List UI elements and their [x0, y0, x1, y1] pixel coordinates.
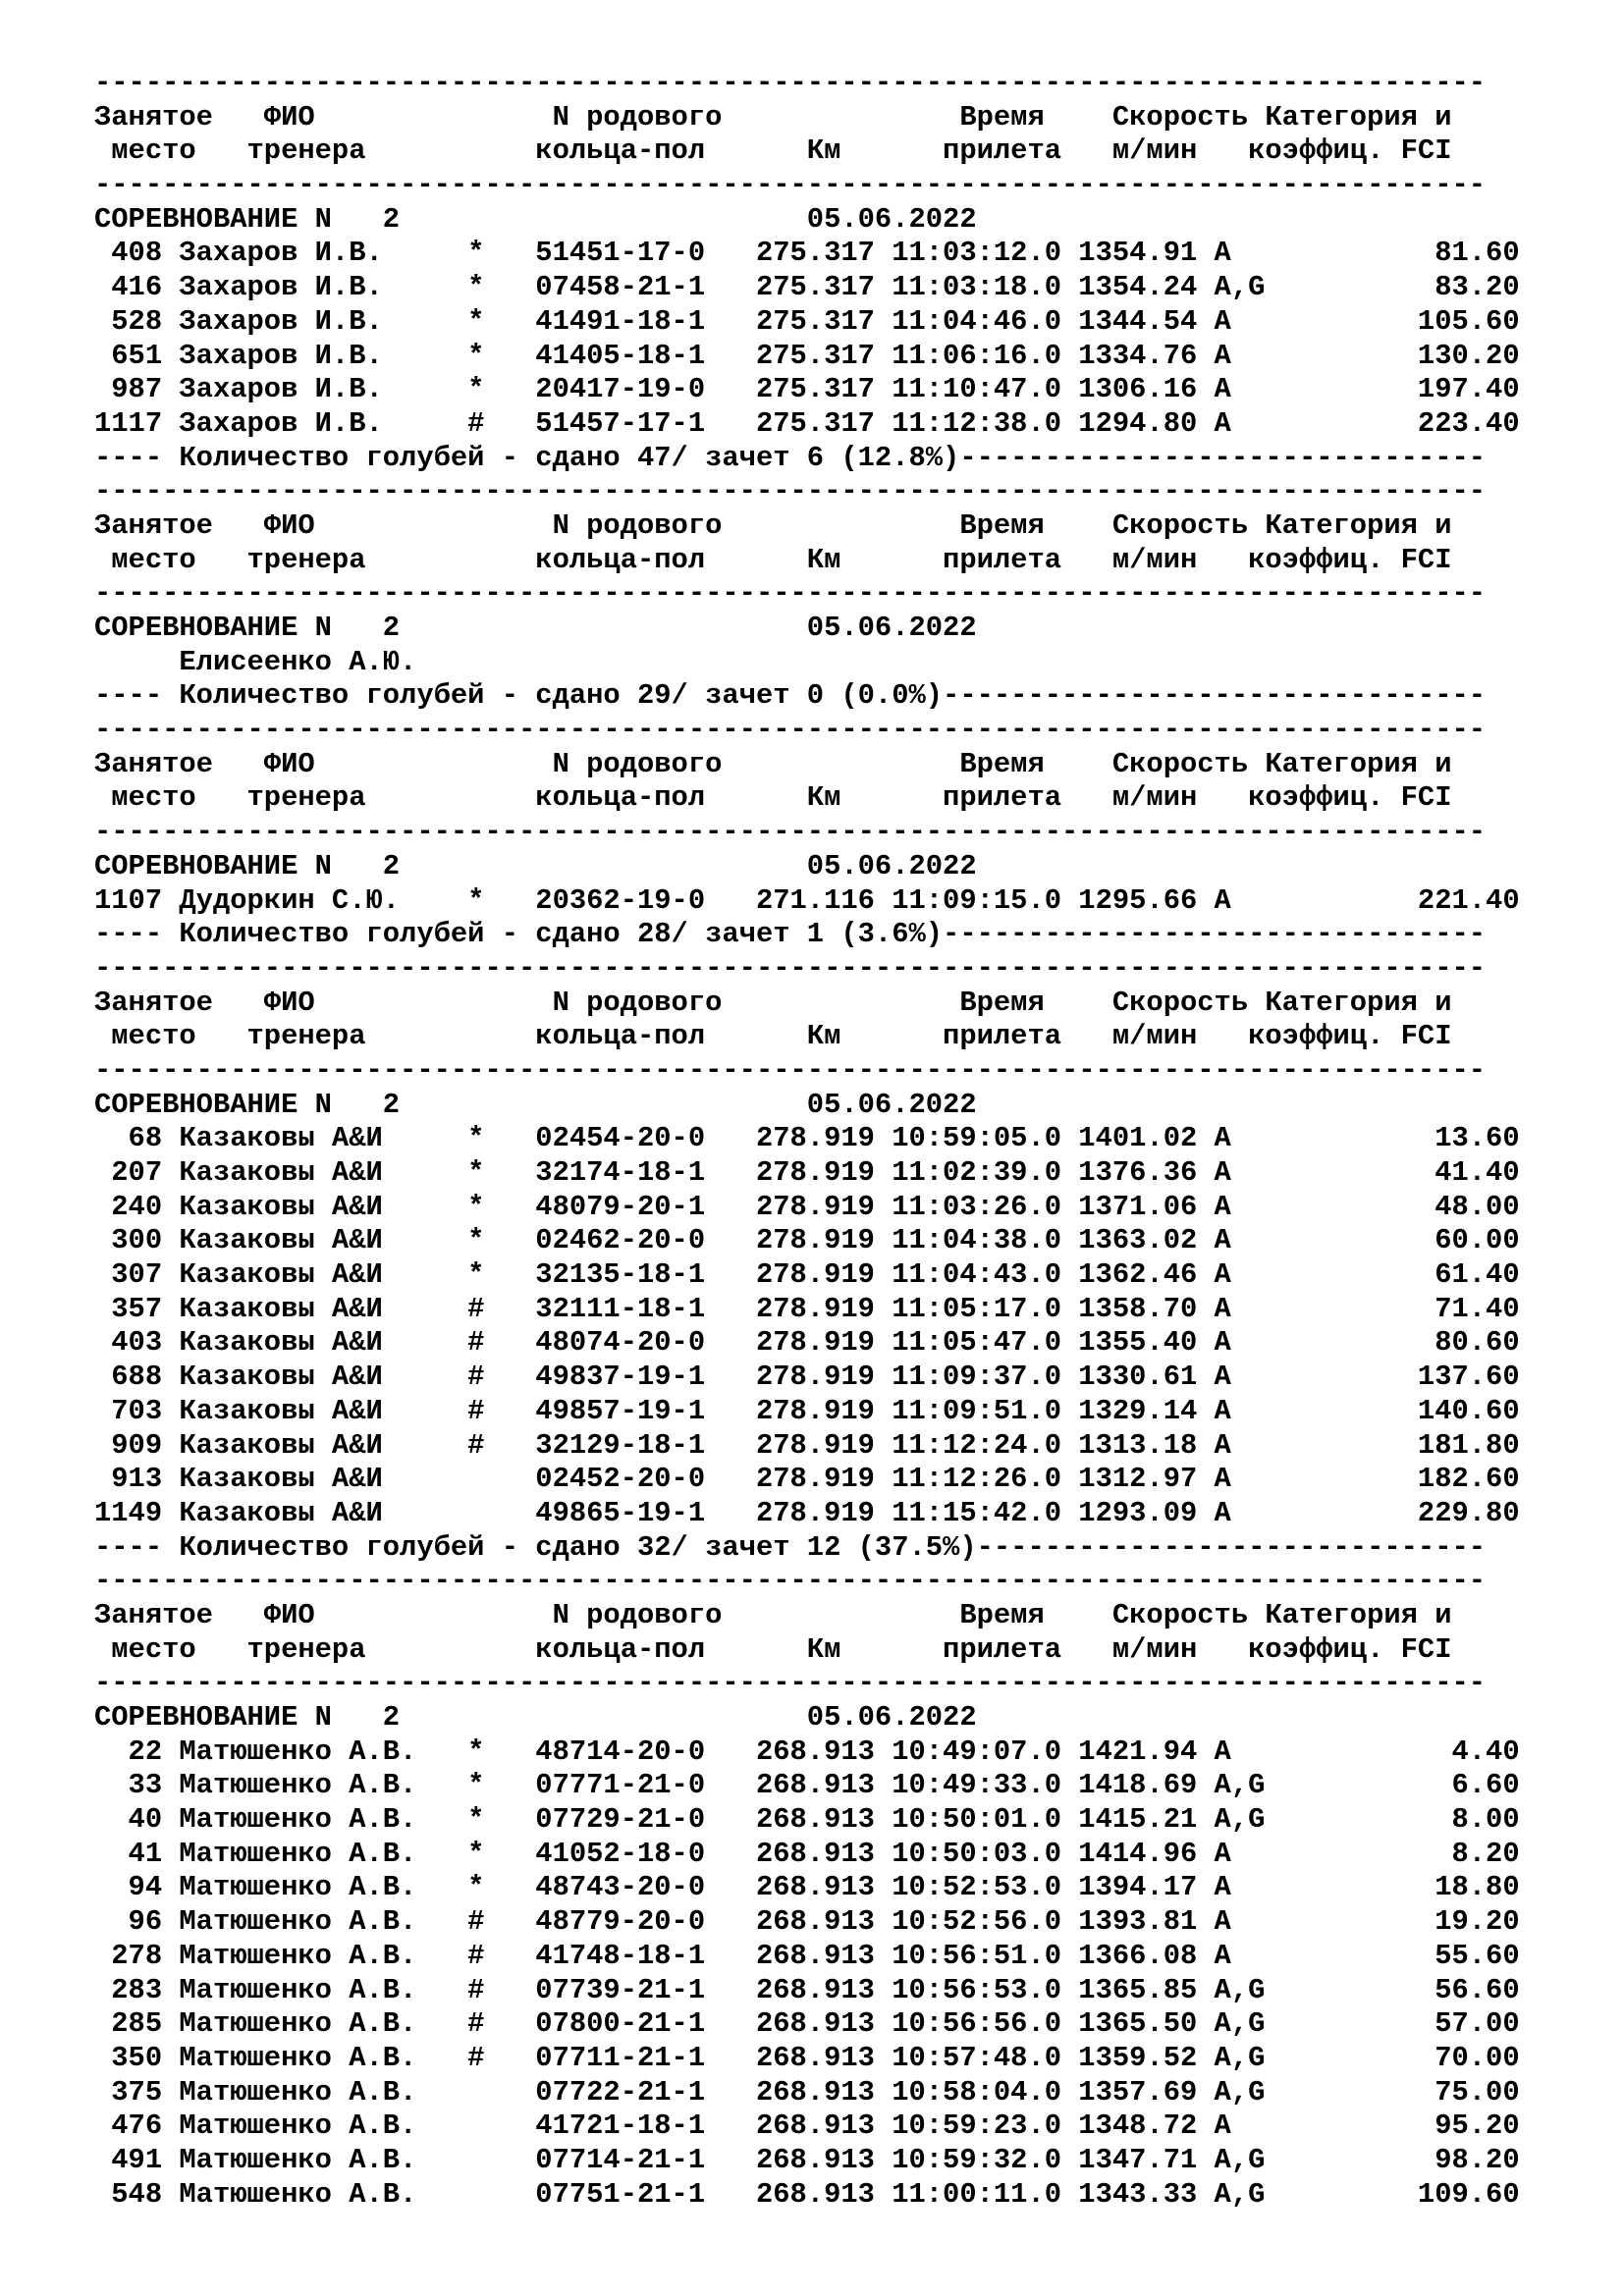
result-row: 33 Матюшенко А.В. * 07771-21-0 268.913 10:49:33.0 1418.69 A,G 6.60: [94, 1769, 1520, 1802]
result-row: 285 Матюшенко А.В. # 07800-21-1 268.913 10:56:56.0 1365.50 A,G 57.00: [94, 2007, 1520, 2041]
header-line-1: Занятое ФИО N родового Время Скорость Категория и: [94, 508, 1452, 542]
result-row: 307 Казаковы А&И * 32135-18-1 278.919 11:04:43.0 1362.46 A 61.40: [94, 1258, 1520, 1292]
result-row: 68 Казаковы А&И * 02454-20-0 278.919 10:59:05.0 1401.02 A 13.60: [94, 1122, 1520, 1155]
result-row: 96 Матюшенко А.В. # 48779-20-0 268.913 10:52:56.0 1393.81 A 19.20: [94, 1905, 1520, 1939]
result-row: 528 Захаров И.В. * 41491-18-1 275.317 11:04:46.0 1344.54 A 105.60: [94, 304, 1520, 338]
competition-line: СОРЕВНОВАНИЕ N 2 05.06.2022: [94, 202, 977, 236]
result-row: 913 Казаковы А&И 02452-20-0 278.919 11:12:26.0 1312.97 A 182.60: [94, 1463, 1520, 1496]
result-row: 416 Захаров И.В. * 07458-21-1 275.317 11:03:18.0 1354.24 A,G 83.20: [94, 271, 1520, 304]
result-row: 22 Матюшенко А.В. * 48714-20-0 268.913 10:49:07.0 1421.94 A 4.40: [94, 1735, 1520, 1768]
result-row: 300 Казаковы А&И * 02462-20-0 278.919 11:04:38.0 1363.02 A 60.00: [94, 1224, 1520, 1257]
result-row: 207 Казаковы А&И * 32174-18-1 278.919 11:02:39.0 1376.36 A 41.40: [94, 1156, 1520, 1189]
dash-separator: ----------------------------------------------------------------------------------: [94, 1667, 1487, 1700]
competition-line: СОРЕВНОВАНИЕ N 2 05.06.2022: [94, 849, 977, 882]
result-row: 278 Матюшенко А.В. # 41748-18-1 268.913 10:56:51.0 1366.08 A 55.60: [94, 1939, 1520, 1972]
summary-line: ---- Количество голубей - сдано 47/ зачет 6 (12.8%)-------------------------------: [94, 441, 1487, 474]
result-row: 1149 Казаковы А&И 49865-19-1 278.919 11:15:42.0 1293.09 A 229.80: [94, 1496, 1520, 1529]
dash-separator: ----------------------------------------------------------------------------------: [94, 714, 1487, 747]
competition-line: СОРЕВНОВАНИЕ N 2 05.06.2022: [94, 612, 977, 644]
header-line-2: место тренера кольца-пол Км прилета м/мин коэффиц. FCI: [94, 543, 1452, 576]
result-row: 703 Казаковы А&И # 49857-19-1 278.919 11:09:51.0 1329.14 A 140.60: [94, 1394, 1520, 1427]
header-line-1: Занятое ФИО N родового Время Скорость Категория и: [94, 1598, 1452, 1631]
header-line-2: место тренера кольца-пол Км прилета м/мин коэффиц. FCI: [94, 781, 1452, 815]
dash-separator: ----------------------------------------------------------------------------------: [94, 577, 1487, 611]
header-line-1: Занятое ФИО N родового Время Скорость Категория и: [94, 986, 1452, 1019]
result-row: 403 Казаковы А&И # 48074-20-0 278.919 11:05:47.0 1355.40 A 80.60: [94, 1326, 1520, 1360]
result-row: 688 Казаковы А&И # 49837-19-1 278.919 11:09:37.0 1330.61 A 137.60: [94, 1361, 1520, 1394]
dash-separator: ----------------------------------------------------------------------------------: [94, 67, 1487, 99]
dash-separator: ----------------------------------------------------------------------------------: [94, 816, 1487, 849]
summary-line: ---- Количество голубей - сдано 28/ зачет 1 (3.6%)--------------------------------: [94, 918, 1487, 951]
result-row: 375 Матюшенко А.В. 07722-21-1 268.913 10:58:04.0 1357.69 A,G 75.00: [94, 2075, 1520, 2109]
result-row: 240 Казаковы А&И * 48079-20-1 278.919 11:03:26.0 1371.06 A 48.00: [94, 1190, 1520, 1223]
result-row: 350 Матюшенко А.В. # 07711-21-1 268.913 10:57:48.0 1359.52 A,G 70.00: [94, 2041, 1520, 2074]
dash-separator: ----------------------------------------------------------------------------------: [94, 1565, 1487, 1598]
dash-separator: ----------------------------------------------------------------------------------: [94, 1053, 1487, 1087]
summary-line: ---- Количество голубей - сдано 32/ зачет 12 (37.5%)------------------------------: [94, 1530, 1487, 1564]
dash-separator: ----------------------------------------------------------------------------------: [94, 169, 1487, 202]
result-row: 651 Захаров И.В. * 41405-18-1 275.317 11:06:16.0 1334.76 A 130.20: [94, 339, 1520, 372]
summary-line: ---- Количество голубей - сдано 29/ зачет 0 (0.0%)--------------------------------: [94, 679, 1487, 713]
result-row: 1117 Захаров И.В. # 51457-17-1 275.317 11:12:38.0 1294.80 A 223.40: [94, 406, 1520, 440]
results-report: [94, 67, 1520, 2212]
competition-line: СОРЕВНОВАНИЕ N 2 05.06.2022: [94, 1701, 977, 1734]
header-line-2: место тренера кольца-пол Км прилета м/мин коэффиц. FCI: [94, 134, 1452, 168]
result-row: 987 Захаров И.В. * 20417-19-0 275.317 11:10:47.0 1306.16 A 197.40: [94, 373, 1520, 406]
result-row: 491 Матюшенко А.В. 07714-21-1 268.913 10:59:32.0 1347.71 A,G 98.20: [94, 2143, 1520, 2176]
dash-separator: ----------------------------------------------------------------------------------: [94, 475, 1487, 508]
result-row: 357 Казаковы А&И # 32111-18-1 278.919 11:05:17.0 1358.70 A 71.40: [94, 1292, 1520, 1325]
result-row: 94 Матюшенко А.В. * 48743-20-0 268.913 10:52:53.0 1394.17 A 18.80: [94, 1871, 1520, 1904]
result-row: 41 Матюшенко А.В. * 41052-18-0 268.913 10:50:03.0 1414.96 A 8.20: [94, 1837, 1520, 1870]
result-row: 408 Захаров И.В. * 51451-17-0 275.317 11:03:12.0 1354.91 A 81.60: [94, 237, 1520, 270]
result-row: 476 Матюшенко А.В. 41721-18-1 268.913 10:59:23.0 1348.72 A 95.20: [94, 2109, 1520, 2143]
header-line-1: Занятое ФИО N родового Время Скорость Категория и: [94, 100, 1452, 133]
result-row: Елисеенко А.Ю.: [94, 645, 417, 678]
header-line-1: Занятое ФИО N родового Время Скорость Категория и: [94, 747, 1452, 780]
result-row: 283 Матюшенко А.В. # 07739-21-1 268.913 10:56:53.0 1365.85 A,G 56.60: [94, 1973, 1520, 2006]
dash-separator: ----------------------------------------------------------------------------------: [94, 951, 1487, 985]
competition-line: СОРЕВНОВАНИЕ N 2 05.06.2022: [94, 1088, 977, 1121]
header-line-2: место тренера кольца-пол Км прилета м/мин коэффиц. FCI: [94, 1632, 1452, 1666]
result-row: 909 Казаковы А&И # 32129-18-1 278.919 11:12:24.0 1313.18 A 181.80: [94, 1428, 1520, 1462]
result-row: 548 Матюшенко А.В. 07751-21-1 268.913 11:00:11.0 1343.33 A,G 109.60: [94, 2177, 1520, 2211]
result-row: 1107 Дудоркин С.Ю. * 20362-19-0 271.116 11:09:15.0 1295.66 A 221.40: [94, 883, 1520, 917]
header-line-2: место тренера кольца-пол Км прилета м/мин коэффиц. FCI: [94, 1020, 1452, 1053]
result-row: 40 Матюшенко А.В. * 07729-21-0 268.913 10:50:01.0 1415.21 A,G 8.00: [94, 1803, 1520, 1837]
